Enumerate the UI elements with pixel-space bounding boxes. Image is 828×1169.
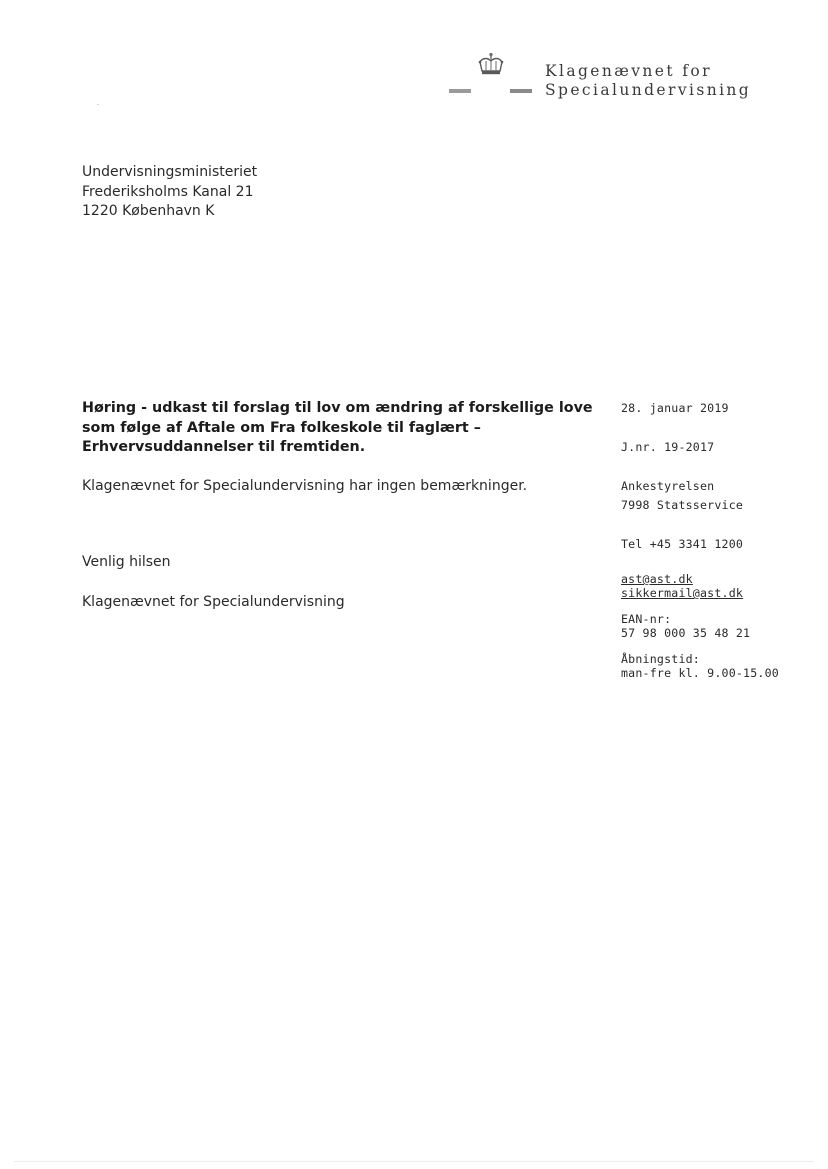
scan-speck	[97, 104, 99, 105]
secure-email-link[interactable]: sikkermail@ast.dk	[621, 586, 744, 600]
agency-postal: 7998 Statsservice	[621, 498, 744, 512]
letterhead-name	[545, 62, 751, 100]
ean-label: EAN-nr:	[621, 612, 672, 626]
recipient-address	[82, 163, 257, 222]
agency-email[interactable]	[621, 572, 693, 586]
closing-greeting: Venlig hilsen	[82, 554, 171, 570]
recipient-street: Frederiksholms Kanal 21	[82, 183, 254, 200]
crown-icon	[476, 52, 506, 78]
agency-secure-email[interactable]	[621, 586, 743, 600]
recipient-city: 1220 København K	[82, 203, 215, 219]
letterhead-rule-right	[510, 89, 532, 93]
recipient-name: Undervisningsministeriet	[82, 164, 258, 180]
hours-label: Åbningstid:	[621, 652, 700, 666]
letter-date: 28. januar 2019	[621, 401, 729, 415]
subject-heading	[82, 399, 593, 458]
letterhead-line-2: Specialundervisning	[545, 81, 752, 99]
agency-name: Ankestyrelsen	[621, 479, 715, 493]
subject-line-1: Høring - udkast til forslag til lov om ændring af forskellige love	[82, 400, 593, 416]
email-link[interactable]: ast@ast.dk	[621, 572, 693, 586]
letterhead-line-1: Klagenævnet for	[545, 62, 712, 80]
body-paragraph: Klagenævnet for Specialundervisning har ingen bemærkninger.	[82, 478, 528, 494]
hours-value: man-fre kl. 9.00-15.00	[621, 666, 779, 680]
agency-phone: Tel +45 3341 1200	[621, 537, 744, 551]
scan-edge-line	[14, 1161, 814, 1162]
letterhead-logo	[446, 50, 796, 110]
subject-line-3: Erhvervsuddannelser til fremtiden.	[82, 439, 366, 456]
closing-signature: Klagenævnet for Specialundervisning	[82, 594, 345, 610]
ean-value: 57 98 000 35 48 21	[621, 626, 751, 640]
letterhead-rule-left	[449, 89, 471, 93]
subject-line-2: som følge af Aftale om Fra folkeskole til faglært –	[82, 419, 481, 436]
journal-number: J.nr. 19-2017	[621, 440, 715, 454]
